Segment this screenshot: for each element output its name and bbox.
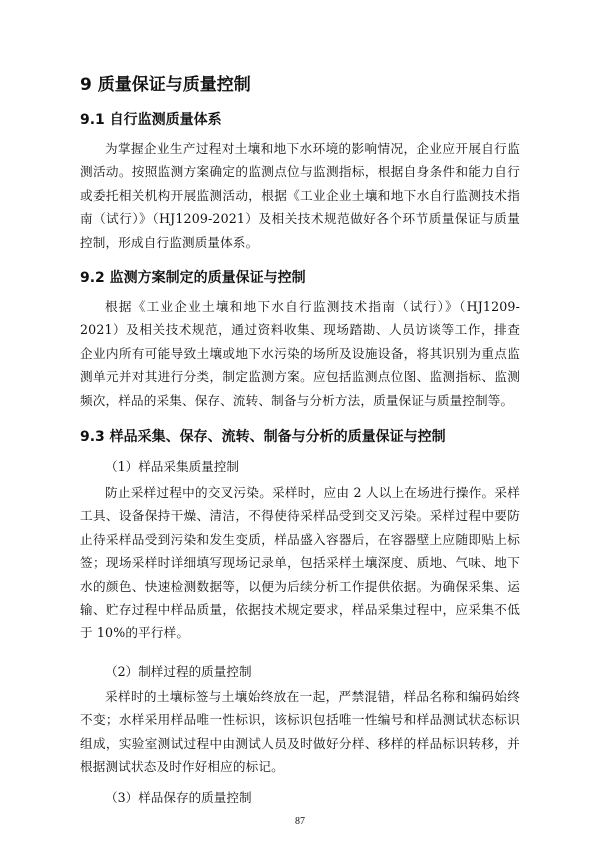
section-heading-9-2: 9.2 监测方案制定的质量保证与控制 xyxy=(80,270,306,286)
sample-preparation-paragraph: 采样时的土壤标签与土壤始终放在一起，严禁混错，样品名称和编码始终不变；水样采用样品唯一性标识，该标识包括唯一性编号和样品测试状态标识组成，实验室测试过程中由测试人员及时做好分样、移样的样品标识转移，并根据测试状态及时作好相应的标记。 xyxy=(80,689,520,775)
section-heading-9-3: 9.3 样品采集、保存、流转、制备与分析的质量保证与控制 xyxy=(80,429,446,445)
sample-collection-paragraph: 防止采样过程中的交叉污染。采样时，应由 2 人以上在场进行操作。采样工具、设备保持干燥、清洁，不得使待采样品受到交叉污染。采样过程中要防止待采样品受到污染和发生变质，样品盛入容器后，在容器壁上应随即贴上标签；现场采样时详细填写现场记录单，包括采样土壤深度、质地、气味、地下水的颜色、快速检测数据等，以便为后续分析工作提供依据。为确保采集、运输、贮存过程中样品质量，依据技术规定要求，样品采集过程中，应采集不低于 10%的平行样。 xyxy=(80,485,520,641)
section-9-1-paragraph: 为掌握企业生产过程对土壤和地下水环境的影响情况，企业应开展自行监测活动。按照监测方案确定的监测点位与监测指标，根据自身条件和能力自行或委托相关机构开展监测活动，根据《工业企业土壤和地下水自行监测技术指南（试行）》（HJ1209-2021）及相关技术规范做好各个环节质量保证与质量控制，形成自行监测质量体系。 xyxy=(80,141,520,250)
section-heading-9-1: 9.1 自行监测质量体系 xyxy=(80,112,222,128)
page-number: 87 xyxy=(295,816,305,827)
subheading-sample-storage: （3）样品保存的质量控制 xyxy=(105,790,252,805)
section-9-2-paragraph: 根据《工业企业土壤和地下水自行监测技术指南（试行）》（HJ1209-2021）及相关技术规范，通过资料收集、现场踏勘、人员访谈等工作，排查企业内所有可能导致土壤或地下水污染的场所及设施设备，将其识别为重点监测单元并对其进行分类，制定监测方案。应包括监测点位图、监测指标、监测频次，样品的采集、保存、流转、制备与分析方法，质量保证与质量控制等。 xyxy=(80,299,520,408)
subheading-sample-collection: （1）样品采集质量控制 xyxy=(105,459,239,474)
chapter-title: 9 质量保证与质量控制 xyxy=(80,75,251,95)
subheading-sample-preparation: （2）制样过程的质量控制 xyxy=(105,664,252,679)
